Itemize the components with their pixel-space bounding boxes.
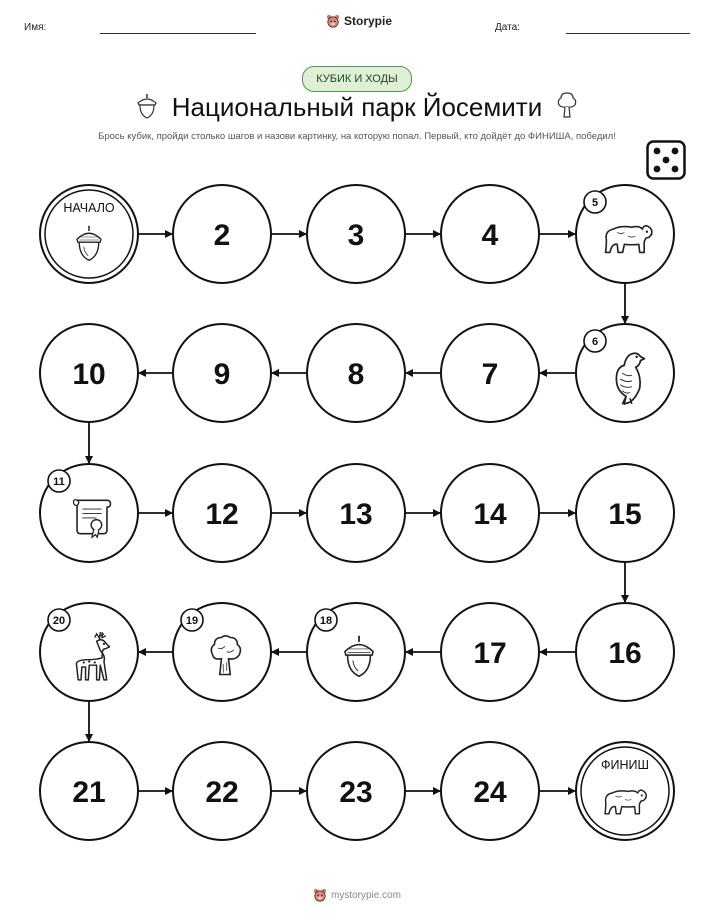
cell-number: 16 [608,637,642,670]
brand-name: Storypie [344,14,393,28]
board-cell-4[interactable] [441,185,539,283]
cell-number: 10 [72,358,106,391]
board-cell-1[interactable] [40,185,138,283]
cell-number: 23 [339,776,373,809]
date-label: Дата: [495,22,520,33]
board-cell-20[interactable] [40,603,138,701]
board-cell-17[interactable] [441,603,539,701]
cell-badge-number: 5 [591,197,599,209]
cell-number: 7 [481,358,499,391]
board-cell-15[interactable] [576,464,674,562]
board-cell-22[interactable] [173,742,271,840]
board-cell-9[interactable] [173,324,271,422]
board-cell-6[interactable] [576,324,674,422]
cell-number: 3 [347,219,365,252]
footer-url[interactable]: mystorypie.com [330,889,401,901]
cell-number: 12 [205,498,239,531]
cell-number: 13 [339,498,373,531]
page-title: Национальный парк Йосемити [171,92,543,122]
cell-number: 2 [213,219,231,252]
cell-badge-number: 18 [319,615,333,627]
board-cell-13[interactable] [307,464,405,562]
board-cells [40,185,674,840]
cell-number: 24 [473,776,507,809]
board-cell-2[interactable] [173,185,271,283]
cell-badge-number: 19 [185,615,199,627]
board-cell-25[interactable] [576,742,674,840]
bear-mascot-icon [313,888,327,902]
board-cell-24[interactable] [441,742,539,840]
cell-number: 9 [213,358,231,391]
instructions: Брось кубик, пройди столько шагов и назови картинку, на которую попал. Первый, кто дойдёт до ФИНИША, победил! [98,131,616,142]
cell-number: 21 [72,776,106,809]
footer [0,888,714,902]
board-cell-3[interactable] [307,185,405,283]
board-cell-19[interactable] [173,603,271,701]
cell-number: 4 [481,219,499,252]
cell-number: 14 [473,498,507,531]
cell-badge-number: 20 [52,615,66,627]
cell-number: 15 [608,498,642,531]
start-label: НАЧАЛО [63,201,115,215]
board-cell-7[interactable] [441,324,539,422]
cell-number: 8 [347,358,365,391]
board-cell-12[interactable] [173,464,271,562]
activity-badge: КУБИК И ХОДЫ [302,66,412,92]
cell-number: 22 [205,776,239,809]
board-cell-8[interactable] [307,324,405,422]
cell-badge-number: 6 [591,336,599,348]
board-cell-18[interactable] [307,603,405,701]
scroll-icon [74,500,111,538]
board-cell-5[interactable] [576,185,674,283]
board-cell-16[interactable] [576,603,674,701]
board-cell-11[interactable] [40,464,138,562]
finish-label: ФИНИШ [601,758,649,772]
cell-number: 17 [473,637,507,670]
cell-badge-number: 11 [53,476,65,488]
board-cell-21[interactable] [40,742,138,840]
name-label: Имя: [24,22,47,33]
board-cell-23[interactable] [307,742,405,840]
board-cell-14[interactable] [441,464,539,562]
board-cell-10[interactable] [40,324,138,422]
